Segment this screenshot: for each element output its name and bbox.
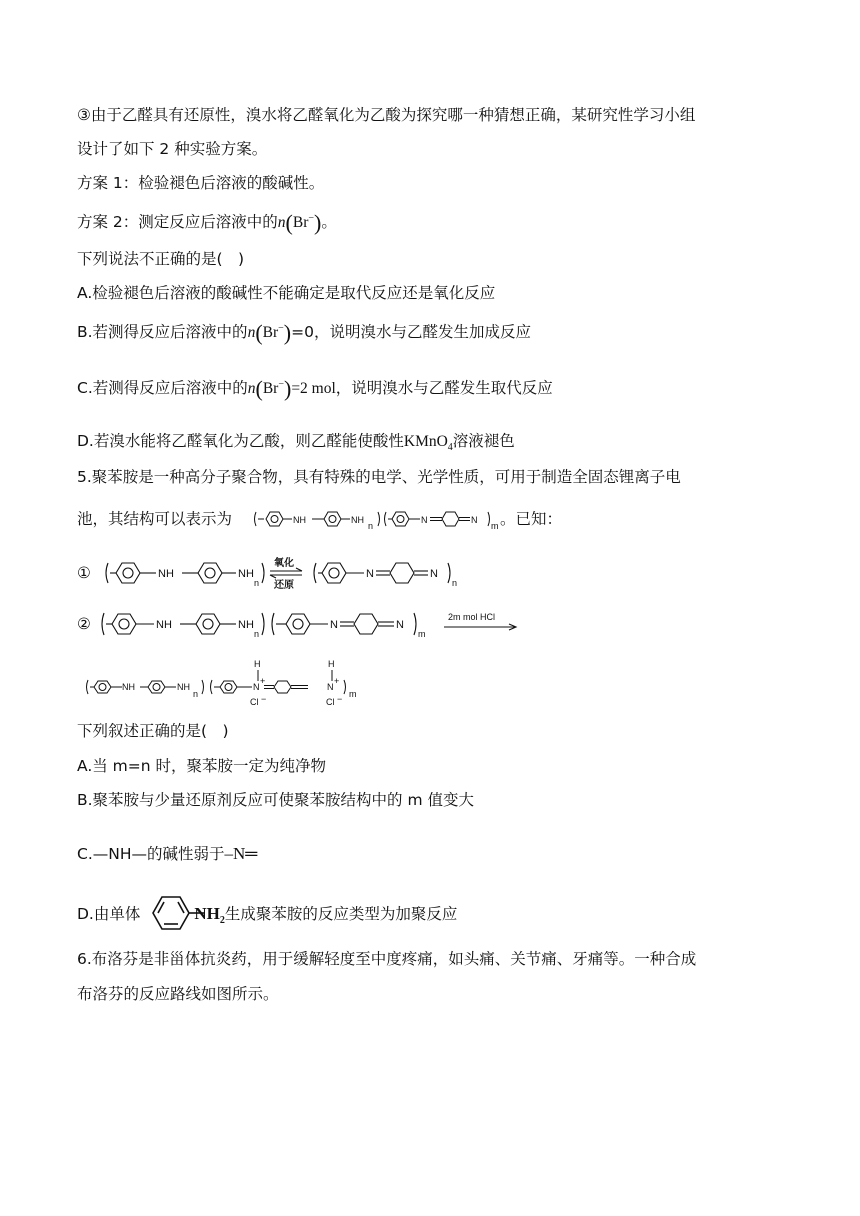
q4-option-a: A.检验褪色后溶液的酸碱性不能确定是取代反应还是氧化反应 <box>77 284 496 302</box>
polyaniline-structure-inline <box>252 507 520 531</box>
nh-label: NH <box>238 619 254 631</box>
cl-label: Cl <box>326 697 335 707</box>
n-subscript: n <box>193 689 199 699</box>
svg-text:N: N <box>366 568 374 580</box>
benzene-ring-icon <box>149 890 207 936</box>
svg-text:N: N <box>330 619 338 631</box>
nh-label: NH <box>122 682 135 692</box>
protonated-product-diagram <box>82 656 382 708</box>
q4-stem-line2: 设计了如下 2 种实验方案。 <box>77 140 268 158</box>
q6-stem-line2: 布洛芬的反应路线如图所示。 <box>77 985 279 1003</box>
q4-question: 下列说法不正确的是( ) <box>77 250 245 268</box>
nh-label: NH <box>177 682 190 692</box>
q4-stem-line1: ③由于乙醛具有还原性，溴水将乙醛氧化为乙酸为探究哪一种猜想正确，某研究性学习小组 <box>77 106 696 124</box>
m-subscript: m <box>491 521 499 531</box>
svg-text:−: − <box>261 694 267 704</box>
n-subscript: n <box>254 578 260 588</box>
q4-plan1: 方案 1：检验褪色后溶液的酸碱性。 <box>77 174 325 192</box>
nh-label: NH <box>351 515 364 525</box>
q5-option-d: D.由单体 $NH_2$生成聚苯胺的反应类型为加聚反应 <box>77 904 458 927</box>
equation-1-diagram <box>100 553 480 593</box>
eq1-marker: ① <box>77 564 91 582</box>
svg-text:N: N <box>421 515 428 525</box>
q4-option-b: B.若测得反应后溶液中的n(Br−)=0，说明溴水与乙醛发生加成反应 <box>77 320 531 346</box>
q6-stem-line1: 6.布洛芬是非甾体抗炎药，用于缓解轻度至中度疼痛，如头痛、关节痛、牙痛等。一种合成 <box>77 950 697 968</box>
q4-option-d: D.若溴水能将乙醛氧化为乙酸，则乙醛能使酸性KMnO$_4$溶液褪色 <box>77 432 515 454</box>
q5-option-c: C.—NH—的碱性弱于–N═ <box>77 844 258 863</box>
svg-text:+: + <box>260 676 266 686</box>
nh-label: NH <box>158 568 174 580</box>
nh-label: NH <box>293 515 306 525</box>
q4-option-c: C.若测得反应后溶液中的n(Br−)=2 mol，说明溴水与乙醛发生取代反应 <box>77 376 553 402</box>
svg-text:N: N <box>471 515 478 525</box>
reagent-label: 2m mol HCl <box>448 612 496 622</box>
svg-text:N: N <box>253 682 260 692</box>
svg-text:N: N <box>396 619 404 631</box>
q4-plan2: 方案 2：测定反应后溶液中的n(Br−)。 <box>77 210 337 236</box>
h-label: H <box>254 659 261 669</box>
q5-stem-line1: 5.聚苯胺是一种高分子聚合物，具有特殊的电学、光学性质，可用于制造全固态锂离子电 <box>77 468 681 486</box>
m-subscript: m <box>349 689 357 699</box>
h-label: H <box>328 659 335 669</box>
nh-label: NH <box>238 568 254 580</box>
n-subscript: n <box>368 521 374 531</box>
eq2-marker: ② <box>77 615 91 633</box>
svg-text:N: N <box>327 682 334 692</box>
oxidize-label: 氧化 <box>274 558 294 569</box>
svg-text:−: − <box>337 694 343 704</box>
q5-option-b: B.聚苯胺与少量还原剂反应可使聚苯胺结构中的 m 值变大 <box>77 791 475 809</box>
svg-text:+: + <box>334 676 340 686</box>
q5-stem-line2: 池，其结构可以表示为 。已知： <box>77 510 563 528</box>
cl-label: Cl <box>250 697 259 707</box>
nh-label: NH <box>156 619 172 631</box>
svg-text:N: N <box>430 568 438 580</box>
m-subscript: m <box>418 629 426 639</box>
q5-option-a: A.当 m=n 时，聚苯胺一定为纯净物 <box>77 757 327 775</box>
reduce-label: 还原 <box>274 580 294 591</box>
n-subscript: n <box>452 578 458 588</box>
q5-question: 下列叙述正确的是( ) <box>77 722 229 740</box>
n-subscript: n <box>254 629 260 639</box>
equation-2-diagram <box>96 603 526 645</box>
